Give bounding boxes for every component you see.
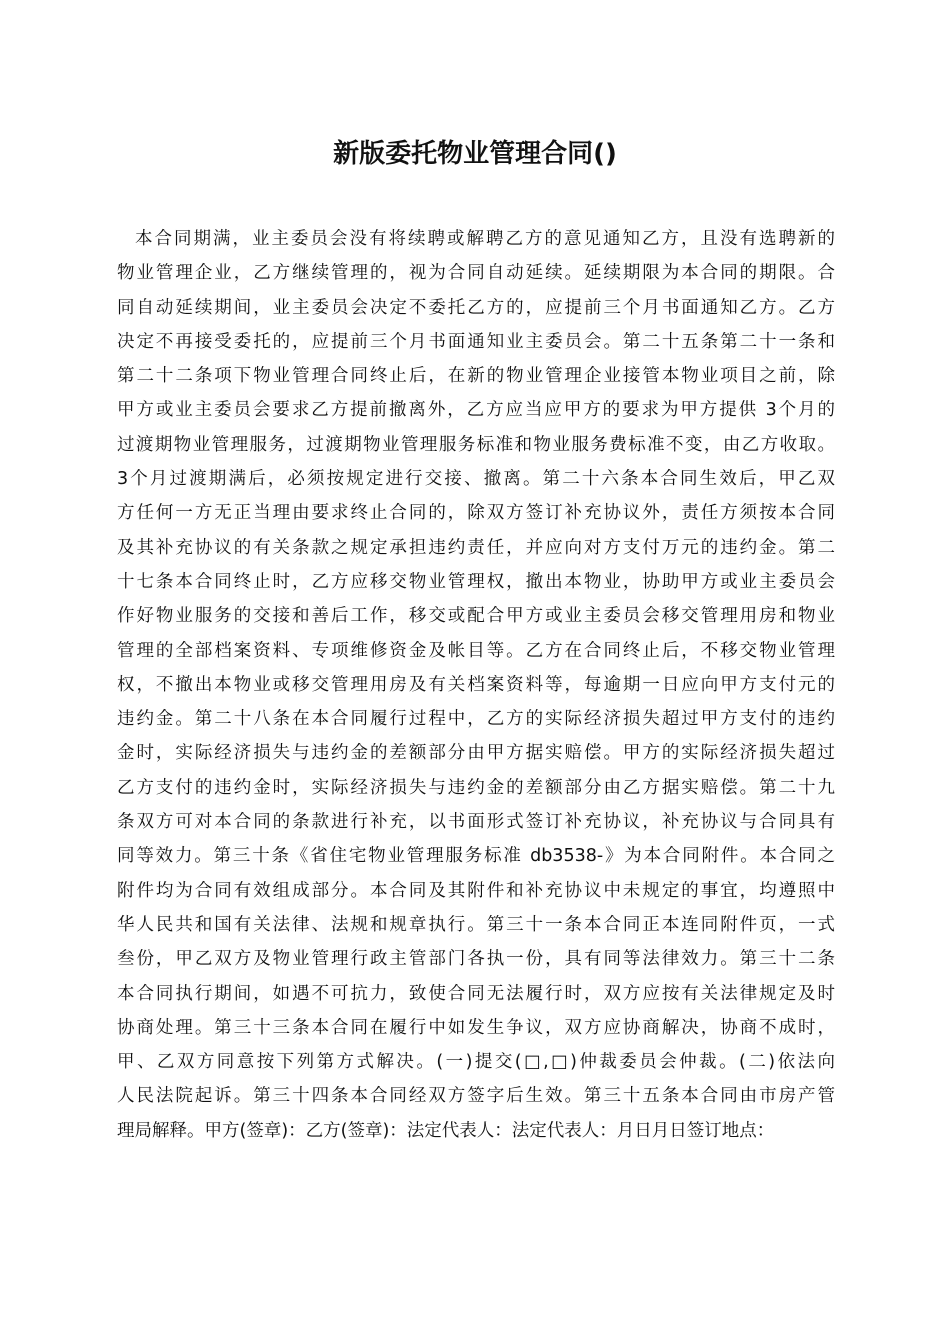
body-line: 权，不撤出本物业或移交管理用房及有关档案资料等，每逾期一日应向甲方支付元的 — [117, 674, 835, 695]
body-line: 乙方支付的违约金时，实际经济损失与违约金的差额部分由乙方据实赔偿。第二十九 — [117, 777, 835, 798]
body-line: 同等效力。第三十条《省住宅物业管理服务标准 db3538-》为本合同附件。本合同之 — [117, 846, 835, 867]
body-line: 违约金。第二十八条在本合同履行过程中，乙方的实际经济损失超过甲方支付的违约 — [117, 709, 835, 730]
body-line: 十七条本合同终止时，乙方应移交物业管理权，撤出本物业，协助甲方或业主委员会 — [117, 571, 835, 592]
body-line: 本合同执行期间，如遇不可抗力，致使合同无法履行时，双方应按有关法律规定及时 — [117, 983, 835, 1004]
body-line: 条双方可对本合同的条款进行补充，以书面形式签订补充协议，补充协议与合同具有 — [117, 812, 835, 833]
body-line: 方任何一方无正当理由要求终止合同的，除双方签订补充协议外，责任方须按本合同 — [117, 503, 835, 524]
document-title: 新版委托物业管理合同() — [333, 139, 617, 169]
body-line: 金时，实际经济损失与违约金的差额部分由甲方据实赔偿。甲方的实际经济损失超过 — [117, 743, 835, 764]
body-line: 附件均为合同有效组成部分。本合同及其附件和补充协议中未规定的事宜，均遵照中 — [117, 880, 835, 901]
body-line: 协商处理。第三十三条本合同在履行中如发生争议，双方应协商解决，协商不成时， — [117, 1017, 835, 1038]
body-line: 第二十二条项下物业管理合同终止后，在新的物业管理企业接管本物业项目之前，除 — [117, 366, 835, 387]
body-line: 甲、乙双方同意按下列第方式解决。(一)提交(□,□)仲裁委员会仲裁。(二)依法向 — [117, 1052, 835, 1073]
body-line: 本合同期满，业主委员会没有将续聘或解聘乙方的意见通知乙方，且没有选聘新的 — [135, 229, 835, 249]
body-line: 管理的全部档案资料、专项维修资金及帐目等。乙方在合同终止后，不移交物业管理 — [117, 640, 835, 661]
body-line: 叁份，甲乙双方及物业管理行政主管部门各执一份，具有同等法律效力。第三十二条 — [117, 949, 835, 970]
body-line: 同自动延续期间，业主委员会决定不委托乙方的，应提前三个月书面通知乙方。乙方 — [117, 297, 835, 318]
body-line: 人民法院起诉。第三十四条本合同经双方签字后生效。第三十五条本合同由市房产管 — [117, 1086, 835, 1107]
body-line: 理局解释。甲方(签章)：乙方(签章)：法定代表人：法定代表人：月日月日签订地点： — [117, 1120, 775, 1141]
document-body — [117, 222, 835, 1148]
body-line: 物业管理企业，乙方继续管理的，视为合同自动延续。延续期限为本合同的期限。合 — [117, 263, 835, 284]
body-line: 甲方或业主委员会要求乙方提前撤离外，乙方应当应甲方的要求为甲方提供 3个月的 — [117, 400, 835, 421]
body-line: 作好物业服务的交接和善后工作，移交或配合甲方或业主委员会移交管理用房和物业 — [117, 606, 835, 627]
body-line: 决定不再接受委托的，应提前三个月书面通知业主委员会。第二十五条第二十一条和 — [117, 331, 835, 352]
body-line: 及其补充协议的有关条款之规定承担违约责任，并应向对方支付万元的违约金。第二 — [117, 537, 835, 558]
body-line: 华人民共和国有关法律、法规和规章执行。第三十一条本合同正本连同附件页，一式 — [117, 914, 835, 935]
body-line: 过渡期物业管理服务，过渡期物业管理服务标准和物业服务费标准不变，由乙方收取。 — [117, 434, 835, 455]
body-line: 3个月过渡期满后，必须按规定进行交接、撤离。第二十六条本合同生效后，甲乙双 — [117, 469, 835, 490]
